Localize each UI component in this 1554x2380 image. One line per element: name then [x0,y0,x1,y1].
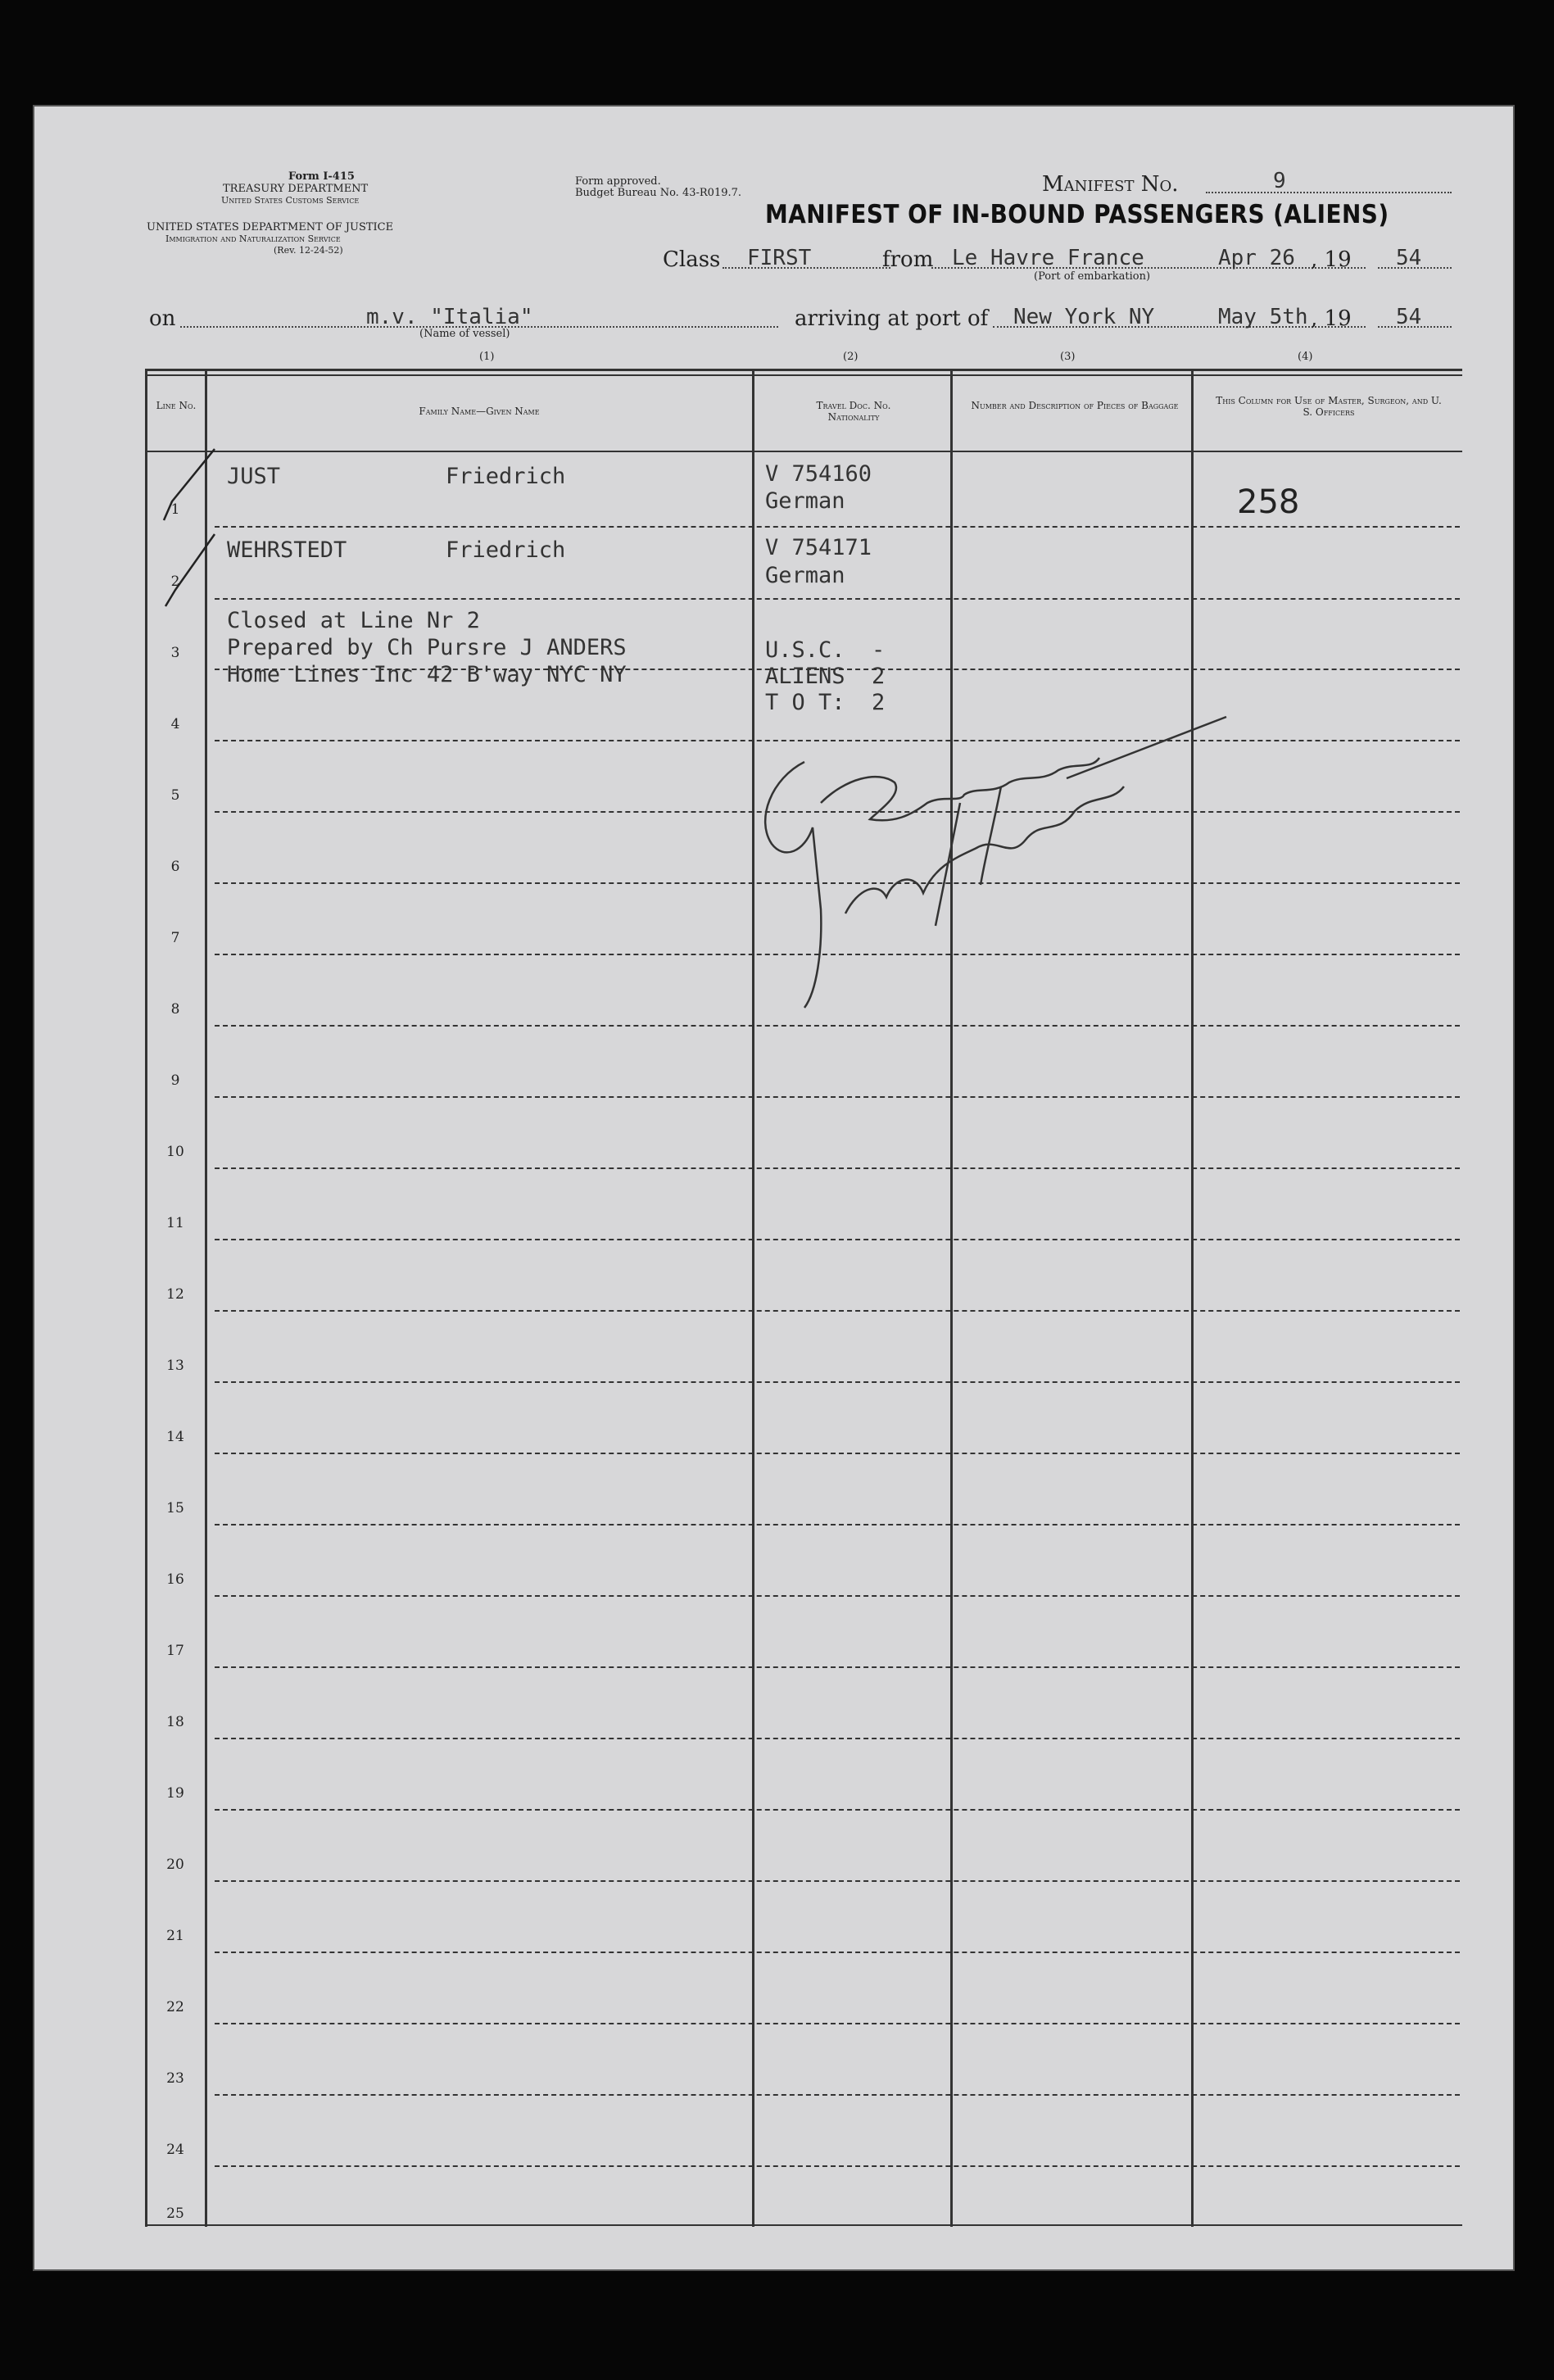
closing-note-line: Closed at Line Nr 2 [227,608,480,633]
table-top-rule-2 [145,374,1462,376]
on-label: on [149,306,176,331]
line-number: 5 [170,787,180,804]
passenger-1-doc: V 754160 [765,461,872,487]
manifest-no-value: 9 [1273,169,1286,193]
officers-header: This Column for Use of Master, Surgeon, and U. S. Officers [1216,395,1442,418]
row-rule [215,1524,1460,1525]
line-number: 21 [166,1928,184,1944]
line-number: 23 [166,2070,184,2087]
manifest-title: MANIFEST OF IN-BOUND PASSENGERS (ALIENS) [765,200,1389,229]
line-number: 11 [166,1215,184,1231]
passenger-2-family: WEHRSTEDT [227,537,347,563]
arrival-date: May 5th [1218,305,1308,329]
line-number: 2 [170,573,180,590]
row-rule [215,1239,1460,1240]
row-rule [215,1952,1460,1953]
line-number: 18 [166,1714,184,1730]
passenger-2-doc: V 754171 [765,535,872,560]
row-rule [215,2165,1460,2167]
passenger-1-given: Friedrich [446,464,566,489]
passenger-1-nationality: German [765,488,845,514]
year-value: 54 [1396,246,1422,270]
line-number: 3 [170,645,180,661]
table-bottom-rule [145,2224,1462,2226]
class-label: Class [663,247,721,272]
arrival-port: New York NY [1013,305,1155,329]
closing-note-line: Prepared by Ch Pursre J ANDERS [227,635,627,660]
row-rule [215,1310,1460,1312]
vessel-value: m.v. "Italia" [366,305,533,329]
row-rule [215,1809,1460,1811]
column-number-4: (4) [1298,351,1313,363]
closing-note-line: Home Lines Inc 42 B'way NYC NY [227,662,627,687]
from-value: Le Havre France [952,246,1144,270]
totals-line: ALIENS 2 [765,664,886,689]
line-number: 22 [166,1999,184,2015]
treasury-label: TREASURY DEPARTMENT [223,183,369,195]
doc-column-divider [950,369,953,2227]
name-column-divider [752,369,754,2227]
line-number: 25 [166,2205,184,2222]
line-number: 6 [170,859,180,875]
signature [682,680,1239,1106]
line-number: 1 [170,501,180,518]
line-number: 8 [170,1001,180,1018]
line-column-divider [205,369,207,2227]
row-rule [215,1738,1460,1739]
justice-label: UNITED STATES DEPARTMENT OF JUSTICE [147,221,394,233]
line-number: 15 [166,1500,184,1516]
line-number: 14 [166,1429,184,1445]
line-number: 4 [170,716,180,732]
line-number: 19 [166,1785,184,1802]
name-column-header: Family Name—Given Name [419,406,540,417]
line-number: 10 [166,1144,184,1160]
passenger-1-officer-note: 258 [1237,483,1300,521]
column-number-3: (3) [1060,351,1076,363]
port-embark-caption: (Port of embarkation) [1034,270,1151,283]
baggage-header: Number and Description of Pieces of Baggage [971,400,1179,411]
row-rule [215,1880,1460,1882]
check-mark-icon [157,442,223,533]
passenger-1-family: JUST [227,464,281,489]
arrival-year: 54 [1396,305,1422,329]
baggage-column-divider [1191,369,1194,2227]
line-number: 7 [170,930,180,946]
line-number: 16 [166,1571,184,1588]
budget-bureau: Budget Bureau No. 43-R019.7. [575,187,742,199]
totals-line: T O T: 2 [765,690,886,715]
row-rule [215,1595,1460,1597]
row-rule [215,598,1460,600]
row-rule [215,2023,1460,2024]
revision-label: (Rev. 12-24-52) [274,245,343,256]
column-number-1: (1) [479,351,495,363]
manifest-page [33,105,1515,2271]
customs-label: United States Customs Service [221,195,360,206]
passenger-2-given: Friedrich [446,537,566,563]
header-bottom-rule [145,451,1462,452]
row-rule [215,2094,1460,2096]
from-label: from [882,247,934,272]
class-value: FIRST [747,246,812,270]
line-no-header: Line No. [156,400,197,411]
line-number: 20 [166,1856,184,1873]
ins-label: Immigration and Naturalization Service [165,233,341,244]
travel-doc-header: Travel Doc. No. Nationality [816,400,891,423]
row-rule [215,1666,1460,1668]
row-rule [215,1453,1460,1454]
arriving-label: arriving at port of [795,306,989,331]
form-approved: Form approved. [575,175,661,188]
row-rule [215,1381,1460,1383]
line-number: 17 [166,1643,184,1659]
table-top-rule [145,369,1462,371]
line-number: 9 [170,1072,180,1089]
manifest-no-dots [1206,192,1452,193]
passenger-2-nationality: German [765,563,845,588]
manifest-no-label: Manifest No. [1042,172,1179,197]
arrival-year-prefix: , 19 [1311,306,1352,331]
year-prefix: , 19 [1311,247,1352,272]
check-mark-icon [157,524,223,614]
line-number: 13 [166,1358,184,1374]
column-number-2: (2) [843,351,859,363]
line-number: 24 [166,2142,184,2158]
vessel-caption: (Name of vessel) [419,328,510,340]
line-number: 12 [166,1286,184,1303]
table-left-border [145,369,147,2227]
form-number: Form I-415 [288,170,355,183]
totals-line: U.S.C. - [765,637,886,663]
row-rule [215,1167,1460,1169]
row-rule [215,526,1460,528]
departure-date: Apr 26 [1218,246,1295,270]
